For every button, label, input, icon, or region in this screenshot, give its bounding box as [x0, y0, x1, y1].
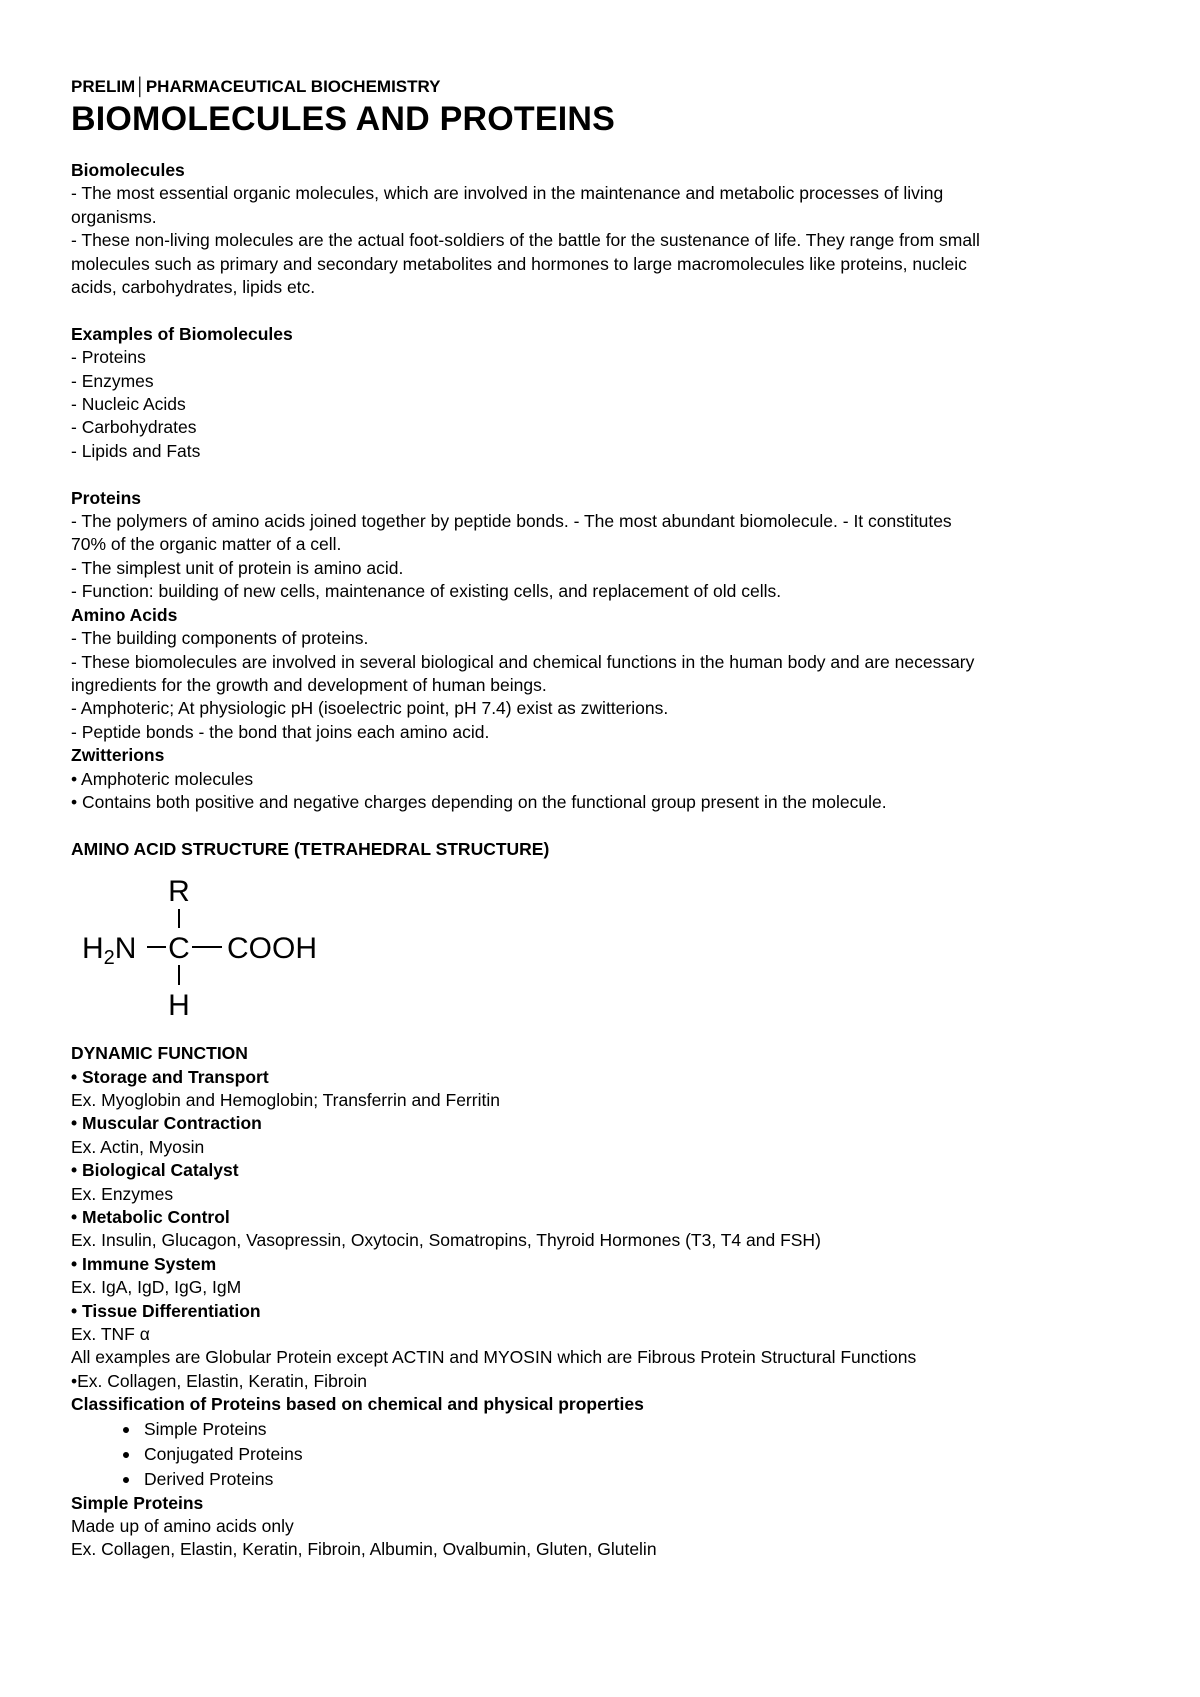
course-subtitle: PRELIM│PHARMACEUTICAL BIOCHEMISTRY — [71, 77, 441, 96]
amino-acids-line: - Amphoteric; At physiologic pH (isoelectric point, pH 7.4) exist as zwitterions. — [71, 698, 669, 719]
biomolecules-line: acids, carbohydrates, lipids etc. — [71, 277, 316, 298]
dynamic-function-label: • Tissue Differentiation — [71, 1300, 261, 1321]
structural-example: •Ex. Collagen, Elastin, Keratin, Fibroin — [71, 1370, 367, 1391]
structure-heading: AMINO ACID STRUCTURE (TETRAHEDRAL STRUCTURE) — [71, 838, 550, 859]
biomolecules-heading: Biomolecules — [71, 160, 185, 180]
document-page — [71, 76, 1151, 1562]
classification-heading: Classification of Proteins based on chemical and physical properties — [71, 1394, 644, 1415]
biomolecules-line: - The most essential organic molecules, which are involved in the maintenance and metabolic processes of living — [71, 183, 944, 204]
proteins-heading: Proteins — [71, 487, 142, 508]
examples-item: - Lipids and Fats — [71, 440, 201, 461]
amino-acids-line: - These biomolecules are involved in several biological and chemical functions in the human body and are necessary — [71, 651, 975, 672]
dynamic-function-label: • Storage and Transport — [71, 1066, 269, 1087]
proteins-line: - Function: building of new cells, maintenance of existing cells, and replacement of old cells. — [71, 581, 782, 602]
dynamic-function-example: Ex. IgA, IgD, IgG, IgM — [71, 1277, 242, 1298]
examples-item: - Nucleic Acids — [71, 394, 186, 415]
amino-acids-line: - The building components of proteins. — [71, 628, 369, 649]
amino-acid-structure — [71, 861, 1151, 1042]
amino-acids-line: - Peptide bonds - the bond that joins each amino acid. — [71, 721, 490, 742]
dynamic-heading: DYNAMIC FUNCTION — [71, 1043, 248, 1064]
examples-item: - Enzymes — [71, 370, 154, 391]
examples-item: - Carbohydrates — [71, 417, 197, 438]
classification-list — [71, 1417, 1151, 1492]
biomolecules-line: organisms. — [71, 206, 157, 227]
simple-proteins-heading: Simple Proteins — [71, 1492, 204, 1513]
zwitterions-line: • Amphoteric molecules — [71, 768, 254, 789]
dynamic-note: All examples are Globular Protein except ACTIN and MYOSIN which are Fibrous Protein Structural Functions — [71, 1347, 917, 1368]
dynamic-function-label: • Immune System — [71, 1253, 217, 1274]
proteins-line: 70% of the organic matter of a cell. — [71, 534, 342, 555]
examples-item: - Proteins — [71, 347, 146, 368]
amino-acid-structure-diagram — [79, 867, 339, 1037]
dynamic-function-label: • Metabolic Control — [71, 1206, 230, 1227]
examples-heading: Examples of Biomolecules — [71, 323, 293, 344]
alpha-carbon-label: C — [168, 932, 190, 966]
r-group-label: R — [168, 875, 190, 909]
dynamic-function-label: • Muscular Contraction — [71, 1113, 262, 1134]
list-item: Derived Proteins — [71, 1467, 1151, 1492]
dynamic-function-label: • Biological Catalyst — [71, 1160, 239, 1181]
amino-acids-heading: Amino Acids — [71, 604, 178, 625]
dynamic-function-example: Ex. Myoglobin and Hemoglobin; Transferrin and Ferritin — [71, 1089, 500, 1110]
biomolecules-line: - These non-living molecules are the actual foot-soldiers of the battle for the sustenance of life. They range from small — [71, 230, 980, 251]
dynamic-function-example: Ex. TNF α — [71, 1324, 150, 1345]
hydrogen-label: H — [168, 989, 190, 1023]
simple-proteins-line: Made up of amino acids only — [71, 1516, 294, 1537]
proteins-line: - The simplest unit of protein is amino acid. — [71, 557, 404, 578]
list-item: Conjugated Proteins — [71, 1442, 1151, 1467]
amino-acids-line: ingredients for the growth and development of human beings. — [71, 674, 547, 695]
dynamic-function-example: Ex. Insulin, Glucagon, Vasopressin, Oxytocin, Somatropins, Thyroid Hormones (T3, T4 and FSH) — [71, 1230, 821, 1251]
document-title: BIOMOLECULES AND PROTEINS — [71, 100, 615, 138]
carboxyl-group-label: COOH — [227, 932, 317, 966]
amino-group-label: $H_2N$ — [82, 932, 137, 970]
dynamic-function-example: Ex. Actin, Myosin — [71, 1136, 205, 1157]
zwitterions-heading: Zwitterions — [71, 745, 165, 766]
biomolecules-line: molecules such as primary and secondary metabolites and hormones to large macromolecules like proteins, nucleic — [71, 253, 967, 274]
simple-proteins-line: Ex. Collagen, Elastin, Keratin, Fibroin, Albumin, Ovalbumin, Gluten, Glutelin — [71, 1539, 657, 1560]
list-item: Simple Proteins — [71, 1417, 1151, 1442]
proteins-line: - The polymers of amino acids joined together by peptide bonds. - The most abundant biomolecule. - It constitutes — [71, 511, 952, 532]
dynamic-function-example: Ex. Enzymes — [71, 1183, 174, 1204]
zwitterions-line: • Contains both positive and negative charges depending on the functional group present in the molecule. — [71, 791, 887, 812]
